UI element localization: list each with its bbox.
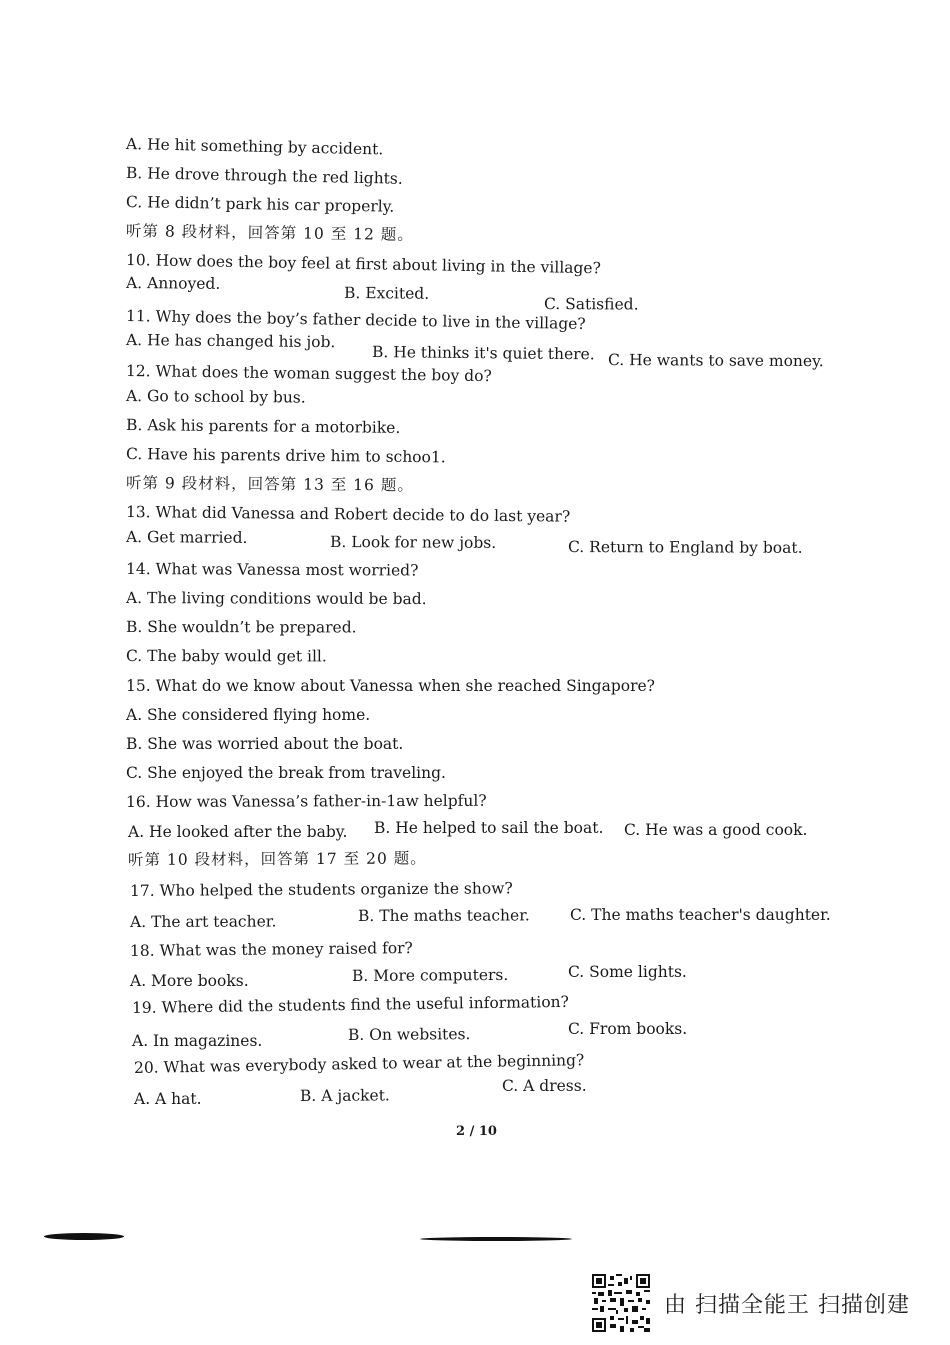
- answer-option: A. The living conditions would be bad.: [125, 589, 427, 609]
- scanner-watermark: [592, 1274, 932, 1334]
- answer-option: C. Some lights.: [568, 963, 687, 981]
- answer-option: A. In magazines.: [132, 1032, 263, 1050]
- answer-option: B. He thinks it's quiet there.: [371, 343, 595, 364]
- answer-option: B. Ask his parents for a motorbike.: [125, 416, 401, 437]
- answer-option: B. On websites.: [347, 1025, 471, 1044]
- answer-option: B. More computers.: [351, 965, 509, 985]
- section-instruction: 听第 10 段材料，回答第 17 至 20 题。: [127, 849, 427, 869]
- answer-option: A. He hit something by accident.: [125, 135, 384, 159]
- answer-option: B. He helped to sail the boat.: [374, 819, 604, 837]
- answer-option: A. He has changed his job.: [125, 331, 336, 352]
- answer-option: A. Get married.: [125, 528, 248, 547]
- question-text: 19. Where did the students find the useful information?: [131, 992, 570, 1017]
- answer-option: C. Satisfied.: [543, 295, 639, 314]
- scan-smudge: [44, 1233, 124, 1240]
- answer-option: C. He didn’t park his car properly.: [125, 193, 395, 216]
- answer-option: C. He wants to save money.: [607, 351, 824, 371]
- question-text: 14. What was Vanessa most worried?: [125, 560, 419, 580]
- answer-option: B. He drove through the red lights.: [125, 164, 403, 188]
- answer-option: B. The maths teacher.: [357, 906, 530, 925]
- answer-option: A. She considered flying home.: [126, 706, 371, 724]
- answer-option: A. The art teacher.: [129, 912, 277, 931]
- page-number: 2 / 10: [456, 1124, 497, 1139]
- answer-option: A. Go to school by bus.: [125, 387, 306, 407]
- question-text: 16. How was Vanessa’s father-in-1aw helpful?: [125, 791, 487, 811]
- answer-option: B. A jacket.: [299, 1086, 390, 1105]
- question-text: 15. What do we know about Vanessa when she reached Singapore?: [126, 677, 655, 695]
- answer-option: C. A dress.: [502, 1077, 587, 1095]
- question-text: 18. What was the money raised for?: [129, 939, 413, 960]
- scan-smudge: [420, 1237, 572, 1241]
- scanner-caption: 由 扫描全能王 扫描创建: [664, 1293, 910, 1318]
- answer-option: C. He was a good cook.: [624, 821, 808, 839]
- qr-code-icon: [592, 1274, 650, 1332]
- question-text: 13. What did Vanessa and Robert decide to do last year?: [125, 503, 571, 526]
- question-text: 12. What does the woman suggest the boy do?: [125, 362, 492, 386]
- answer-option: B. She was worried about the boat.: [126, 735, 404, 753]
- answer-option: C. From books.: [568, 1020, 688, 1038]
- answer-option: B. She wouldn’t be prepared.: [125, 618, 357, 637]
- answer-option: C. Return to England by boat.: [567, 538, 803, 557]
- answer-option: A. He looked after the baby.: [128, 823, 348, 841]
- answer-option: C. The maths teacher's daughter.: [570, 906, 831, 924]
- section-instruction: 听第 9 段材料，回答第 13 至 16 题。: [125, 474, 414, 495]
- question-text: 11. Why does the boy’s father decide to live in the village?: [125, 307, 586, 334]
- answer-option: A. A hat.: [134, 1090, 202, 1108]
- answer-option: B. Excited.: [343, 284, 430, 303]
- question-text: 20. What was everybody asked to wear at the beginning?: [133, 1051, 585, 1077]
- answer-option: C. She enjoyed the break from traveling.: [126, 764, 446, 782]
- question-text: 17. Who helped the students organize the show?: [129, 879, 513, 900]
- answer-option: A. More books.: [130, 972, 249, 990]
- section-instruction: 听第 8 段材料，回答第 10 至 12 题。: [125, 222, 414, 245]
- question-text: 10. How does the boy feel at first about living in the village?: [125, 251, 602, 278]
- answer-option: C. Have his parents drive him to schoo1.: [125, 445, 446, 467]
- answer-option: A. Annoyed.: [125, 274, 221, 293]
- answer-option: C. The baby would get ill.: [125, 647, 327, 666]
- answer-option: B. Look for new jobs.: [329, 533, 497, 552]
